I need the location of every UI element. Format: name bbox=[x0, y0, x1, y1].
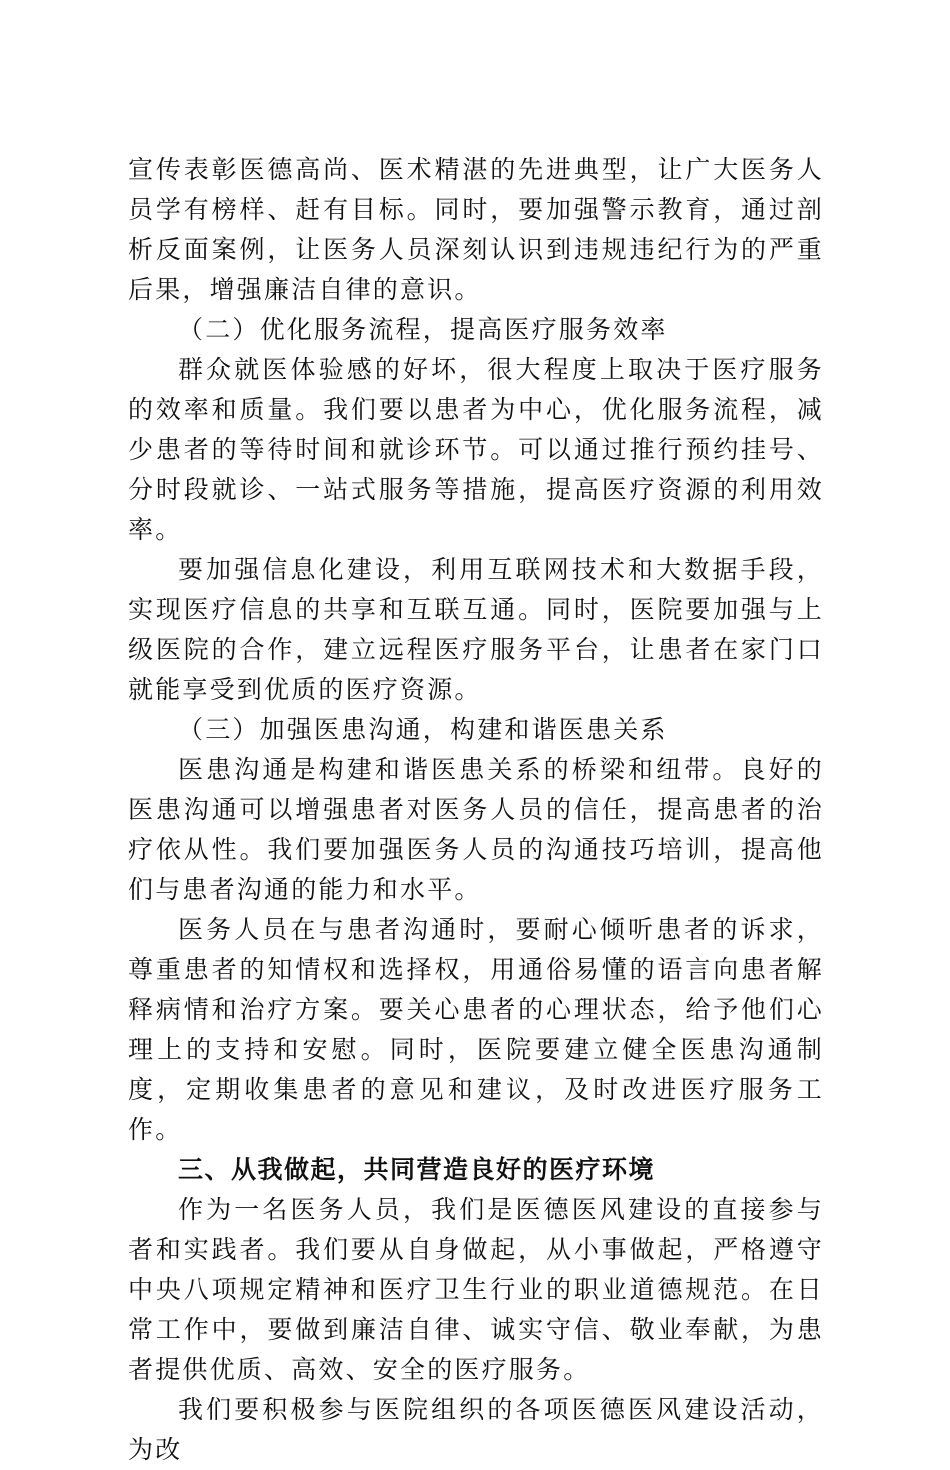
paragraph: 要加强信息化建设，利用互联网技术和大数据手段，实现医疗信息的共享和互联互通。同时，医院要加强与上级医院的合作，建立远程医疗服务平台，让患者在家门口就能享受到优质的医疗资源。 bbox=[128, 555, 824, 704]
paragraph-continued: 宣传表彰医德高尚、医术精湛的先进典型，让广大医务人员学有榜样、赶有目标。同时，要加强警示教育，通过剖析反面案例，让医务人员深刻认识到违规违纪行为的严重后果，增强廉洁自律的意识。 bbox=[128, 155, 824, 304]
paragraph: 医患沟通是构建和谐医患关系的桥梁和纽带。良好的医患沟通可以增强患者对医务人员的信任，提高患者的治疗依从性。我们要加强医务人员的沟通技巧培训，提高他们与患者沟通的能力和水平。 bbox=[128, 755, 824, 904]
paragraph: 群众就医体验感的好坏，很大程度上取决于医疗服务的效率和质量。我们要以患者为中心，优化服务流程，减少患者的等待时间和就诊环节。可以通过推行预约挂号、分时段就诊、一站式服务等措施，提高医疗资源的利用效率。 bbox=[128, 355, 824, 544]
chapter-heading-start-from-me: 三、从我做起，共同营造良好的医疗环境 bbox=[178, 1155, 656, 1184]
paragraph: 作为一名医务人员，我们是医德医风建设的直接参与者和实践者。我们要从自身做起，从小事做起，严格遵守中央八项规定精神和医疗卫生行业的职业道德规范。在日常工作中，要做到廉洁自律、诚实守信、敬业奉献，为患者提供优质、高效、安全的医疗服务。 bbox=[128, 1195, 824, 1384]
section-heading-optimize-service: （二）优化服务流程，提高医疗服务效率 bbox=[178, 315, 668, 344]
section-heading-doctor-patient-communication: （三）加强医患沟通，构建和谐医患关系 bbox=[178, 715, 668, 744]
paragraph: 医务人员在与患者沟通时，要耐心倾听患者的诉求，尊重患者的知情权和选择权，用通俗易懂的语言向患者解释病情和治疗方案。要关心患者的心理状态，给予他们心理上的支持和安慰。同时，医院要建立健全医患沟通制度，定期收集患者的意见和建议，及时改进医疗服务工作。 bbox=[128, 915, 824, 1144]
document-body bbox=[128, 150, 824, 1470]
paragraph-truncated: 我们要积极参与医院组织的各项医德医风建设活动，为改 bbox=[128, 1395, 824, 1464]
